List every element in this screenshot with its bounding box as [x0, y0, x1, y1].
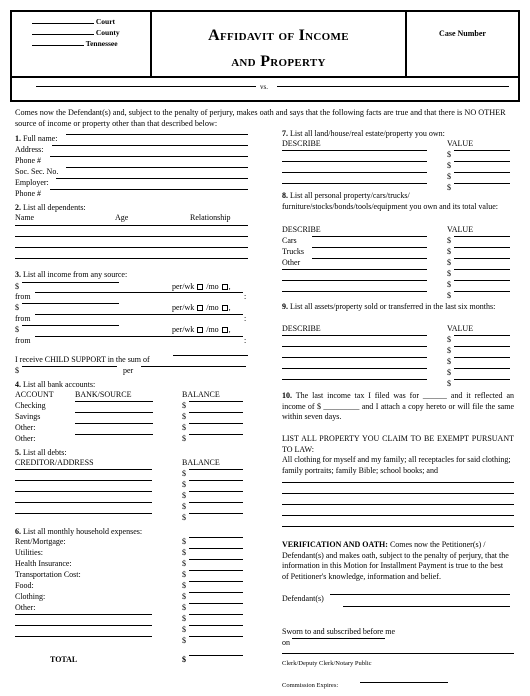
defendant-field[interactable] [277, 86, 509, 87]
expense-dollar: $ [182, 559, 186, 568]
intro-text: Comes now the Defendant(s) and, subject to the penalty of perjury, makes oath and says that the following facts are true and that there is NO OTHER source of income or property other than that described below: [15, 108, 506, 128]
s7-heading: 7. List all land/house/real estate/property you own: [282, 129, 445, 138]
exempt-field[interactable] [282, 526, 514, 527]
income-1-amount-field[interactable] [22, 282, 119, 283]
exempt-field[interactable] [282, 515, 514, 516]
expense-label: Other: [15, 603, 36, 612]
describe-field[interactable] [312, 258, 427, 259]
bank-balance-dollar: $ [182, 434, 186, 443]
s1-heading: 1. Full name: [15, 134, 58, 143]
sworn-on-label: on [282, 638, 290, 647]
income-3-from-label: from [15, 336, 31, 345]
checkbox-icon [197, 284, 203, 290]
describe-field[interactable] [282, 280, 427, 281]
dependent-row-field[interactable] [15, 258, 248, 259]
s9-heading: 9. List all assets/property sold or transferred in the last six months: [282, 302, 496, 311]
property-type-label: Other [282, 258, 301, 267]
expense-label: Transportation Cost: [15, 570, 81, 579]
value-field[interactable] [454, 183, 510, 184]
employer-field[interactable] [56, 178, 248, 179]
checkbox-icon [222, 305, 228, 311]
state-field[interactable] [32, 39, 84, 46]
s5-heading: 5. List all debts: [15, 448, 67, 457]
debt-balance-field[interactable] [189, 491, 243, 492]
value-dollar: $ [447, 269, 451, 278]
value-dollar: $ [447, 291, 451, 300]
s9-value-header: VALUE [447, 324, 474, 333]
s8-heading: 8. List all personal property/cars/trucks/ furniture/stocks/bonds/tools/equipment you own and its total value: [282, 191, 498, 211]
bank-source-header: BANK/SOURCE [75, 390, 132, 399]
value-dollar: $ [447, 335, 451, 344]
child-support-field-1[interactable] [173, 355, 248, 356]
sworn-text: Sworn to and subscribed before me [282, 627, 396, 636]
bank-balance-header: BALANCE [182, 390, 220, 399]
child-support-dollar: $ [15, 366, 19, 375]
s3-heading: 3. List all income from any source: [15, 270, 128, 279]
address-field[interactable] [52, 145, 248, 146]
bank-account-type-label: Savings [15, 412, 41, 421]
total-field[interactable] [189, 655, 243, 656]
form-title [152, 12, 407, 76]
clerk-label: Clerk/Deputy Clerk/Notary Public [282, 660, 372, 667]
describe-field[interactable] [282, 335, 427, 336]
value-field[interactable] [454, 335, 510, 336]
expense-amount-field[interactable] [189, 603, 243, 604]
debt-balance-dollar: $ [182, 491, 186, 500]
value-field[interactable] [454, 236, 510, 237]
employer-label: Employer: [15, 178, 49, 187]
bank-balance-field[interactable] [189, 434, 243, 435]
creditor-field[interactable] [15, 502, 152, 503]
colon: : [244, 314, 247, 323]
expense-dollar: $ [182, 592, 186, 601]
phone-field[interactable] [50, 156, 248, 157]
commission-expires-field[interactable] [360, 682, 448, 683]
describe-field[interactable] [282, 357, 427, 358]
bank-source-field[interactable] [75, 412, 153, 413]
debt-balance-dollar: $ [182, 469, 186, 478]
phone-label: Phone # [15, 156, 41, 165]
bank-balance-dollar: $ [182, 412, 186, 421]
income-2-dollar: $ [15, 303, 19, 312]
parties-row [12, 76, 518, 100]
describe-field[interactable] [282, 379, 427, 380]
creditor-header: CREDITOR/ADDRESS [15, 458, 94, 467]
income-2-source-field[interactable] [35, 314, 243, 315]
exempt-heading: LIST ALL PROPERTY YOU CLAIM TO BE EXEMPT PURSUANT TO LAW: [282, 434, 514, 454]
s7-value-header: VALUE [447, 139, 474, 148]
expense-amount-field[interactable] [189, 614, 243, 615]
describe-field[interactable] [282, 368, 427, 369]
colon: : [244, 292, 247, 301]
expense-dollar: $ [182, 614, 186, 623]
employer-phone-field[interactable] [50, 189, 248, 190]
s9-describe-header: DESCRIBE [282, 324, 321, 333]
checkbox-icon [197, 327, 203, 333]
value-field[interactable] [454, 161, 510, 162]
creditor-field[interactable] [15, 513, 152, 514]
dependent-row-field[interactable] [15, 236, 248, 237]
total-label: TOTAL [50, 655, 78, 664]
income-1-from-label: from [15, 292, 31, 301]
s4-heading: 4. List all bank accounts: [15, 380, 96, 389]
other-expense-field[interactable] [15, 625, 152, 626]
expense-amount-field[interactable] [189, 625, 243, 626]
value-dollar: $ [447, 183, 451, 192]
s7-describe-header: DESCRIBE [282, 139, 321, 148]
bank-balance-dollar: $ [182, 423, 186, 432]
exempt-text: All clothing for myself and my family; all receptacles for said clothing; family portraits; family Bible; school books; and [282, 455, 511, 475]
value-dollar: $ [447, 258, 451, 267]
county-field[interactable] [32, 28, 94, 35]
defendant-signature-field-2[interactable] [343, 606, 510, 607]
dependents-name-header: Name [15, 213, 35, 222]
income-2-period[interactable]: per/wk /mo , [172, 303, 231, 312]
value-field[interactable] [454, 379, 510, 380]
s10-text: 10. The last income tax I filed was for ______ and it reflected an income of $ _________ and I attach a copy hereto or will file the same within seven days. [282, 391, 515, 421]
child-support-label: I receive CHILD SUPPORT in the sum of [15, 355, 150, 364]
checkbox-icon [222, 327, 228, 333]
value-dollar: $ [447, 357, 451, 366]
debt-balance-header: BALANCE [182, 458, 220, 467]
describe-field[interactable] [312, 247, 427, 248]
expense-amount-field[interactable] [189, 636, 243, 637]
other-expense-field[interactable] [15, 614, 152, 615]
case-number-label: Case Number [439, 29, 486, 38]
verification-text: VERIFICATION AND OATH: Comes now the Petitioner(s) / Defendant(s) and makes oath, subject to the penalty of perjury, that the information in this Motion for Installment Payment is true to the best of Petitioner's knowledge, information and belief. [282, 540, 509, 581]
expense-label: Utilities: [15, 548, 43, 557]
court-label: Court [95, 17, 116, 26]
income-2-from-label: from [15, 314, 31, 323]
income-3-period[interactable]: per/wk /mo , [172, 325, 231, 334]
debt-balance-field[interactable] [189, 502, 243, 503]
debt-balance-dollar: $ [182, 480, 186, 489]
expense-label: Health Insurance: [15, 559, 72, 568]
expense-dollar: $ [182, 625, 186, 634]
income-1-period[interactable]: per/wk /mo , [172, 282, 231, 291]
describe-field[interactable] [282, 346, 427, 347]
income-3-amount-field[interactable] [22, 325, 119, 326]
creditor-field[interactable] [15, 480, 152, 481]
value-dollar: $ [447, 379, 451, 388]
value-field[interactable] [454, 280, 510, 281]
value-dollar: $ [447, 368, 451, 377]
colon: : [244, 336, 247, 345]
value-field[interactable] [454, 291, 510, 292]
expense-dollar: $ [182, 581, 186, 590]
expense-label: Clothing: [15, 592, 46, 601]
debt-balance-field[interactable] [189, 469, 243, 470]
exempt-field[interactable] [282, 493, 514, 494]
defendant-signature-field[interactable] [330, 594, 510, 595]
bank-account-type-label: Checking [15, 401, 46, 410]
title-line-1: Affidavit of Income [208, 27, 349, 44]
full-name-field[interactable] [66, 134, 248, 135]
expense-label: Food: [15, 581, 34, 590]
describe-field[interactable] [282, 161, 427, 162]
employer-phone-label: Phone # [15, 189, 41, 198]
child-support-period-field[interactable] [141, 366, 246, 367]
checkbox-icon [197, 305, 203, 311]
dependents-age-header: Age [115, 213, 129, 222]
debt-balance-field[interactable] [189, 480, 243, 481]
expense-amount-field[interactable] [189, 581, 243, 582]
s6-heading: 6. List all monthly household expenses: [15, 527, 143, 536]
ssn-field[interactable] [66, 167, 248, 168]
bank-account-type-label: Other: [15, 423, 36, 432]
form-header [10, 10, 520, 102]
value-dollar: $ [447, 150, 451, 159]
expense-dollar: $ [182, 537, 186, 546]
bank-balance-field[interactable] [189, 423, 243, 424]
creditor-field[interactable] [15, 491, 152, 492]
value-field[interactable] [454, 150, 510, 151]
value-field[interactable] [454, 269, 510, 270]
bank-balance-field[interactable] [189, 412, 243, 413]
bank-source-field[interactable] [75, 434, 153, 435]
bank-account-type-label: Other: [15, 434, 36, 443]
income-1-source-field[interactable] [35, 292, 243, 293]
value-dollar: $ [447, 247, 451, 256]
expense-amount-field[interactable] [189, 537, 243, 538]
court-field[interactable] [32, 17, 94, 24]
bank-balance-field[interactable] [189, 401, 243, 402]
income-3-source-field[interactable] [35, 336, 243, 337]
ssn-label: Soc. Sec. No. [15, 167, 59, 176]
account-header: ACCOUNT [15, 390, 54, 399]
expense-dollar: $ [182, 570, 186, 579]
describe-field[interactable] [282, 150, 427, 151]
describe-field[interactable] [312, 236, 427, 237]
expense-dollar: $ [182, 603, 186, 612]
creditor-field[interactable] [15, 469, 152, 470]
value-field[interactable] [454, 357, 510, 358]
county-label: County [95, 28, 120, 37]
expense-amount-field[interactable] [189, 559, 243, 560]
expense-dollar: $ [182, 636, 186, 645]
expense-amount-field[interactable] [189, 570, 243, 571]
bank-balance-dollar: $ [182, 401, 186, 410]
expense-label: Rent/Mortgage: [15, 537, 66, 546]
dependents-relationship-header: Relationship [190, 213, 231, 222]
value-field[interactable] [454, 346, 510, 347]
child-support-amount-field[interactable] [22, 366, 117, 367]
exempt-field[interactable] [282, 482, 514, 483]
value-dollar: $ [447, 346, 451, 355]
state-label: Tennessee [85, 39, 118, 48]
debt-balance-dollar: $ [182, 502, 186, 511]
describe-field[interactable] [282, 269, 427, 270]
describe-field[interactable] [282, 183, 427, 184]
income-2-amount-field[interactable] [22, 303, 119, 304]
court-box [12, 12, 152, 76]
property-type-label: Cars [282, 236, 297, 245]
total-dollar: $ [182, 655, 186, 664]
value-field[interactable] [454, 258, 510, 259]
commission-label: Commission Expires: [282, 682, 339, 689]
value-dollar: $ [447, 161, 451, 170]
describe-field[interactable] [282, 291, 427, 292]
value-dollar: $ [447, 172, 451, 181]
other-expense-field[interactable] [15, 636, 152, 637]
expense-amount-field[interactable] [189, 548, 243, 549]
s8-value-header: VALUE [447, 225, 474, 234]
income-3-dollar: $ [15, 325, 19, 334]
property-type-label: Trucks [282, 247, 304, 256]
dependent-row-field[interactable] [15, 247, 248, 248]
vs-label: vs. [260, 83, 268, 91]
debt-balance-field[interactable] [189, 513, 243, 514]
plaintiff-field[interactable] [36, 86, 256, 87]
value-dollar: $ [447, 280, 451, 289]
s2-heading: 2. List all dependents: [15, 203, 86, 212]
s8-describe-header: DESCRIBE [282, 225, 321, 234]
checkbox-icon [222, 284, 228, 290]
address-label: Address: [15, 145, 44, 154]
defendants-label: Defendant(s) [282, 594, 324, 603]
describe-field[interactable] [282, 172, 427, 173]
dependent-row-field[interactable] [15, 225, 248, 226]
value-dollar: $ [447, 236, 451, 245]
debt-balance-dollar: $ [182, 513, 186, 522]
child-support-per: per [123, 366, 134, 375]
sworn-date-field[interactable] [292, 638, 385, 639]
value-field[interactable] [454, 172, 510, 173]
bank-source-field[interactable] [75, 401, 153, 402]
expense-dollar: $ [182, 548, 186, 557]
bank-source-field[interactable] [75, 423, 153, 424]
value-field[interactable] [454, 247, 510, 248]
title-line-2: and Property [231, 53, 326, 70]
income-1-dollar: $ [15, 282, 19, 291]
exempt-field[interactable] [282, 504, 514, 505]
case-number-box[interactable] [407, 12, 518, 76]
clerk-signature-field[interactable] [282, 653, 514, 654]
value-field[interactable] [454, 368, 510, 369]
expense-amount-field[interactable] [189, 592, 243, 593]
